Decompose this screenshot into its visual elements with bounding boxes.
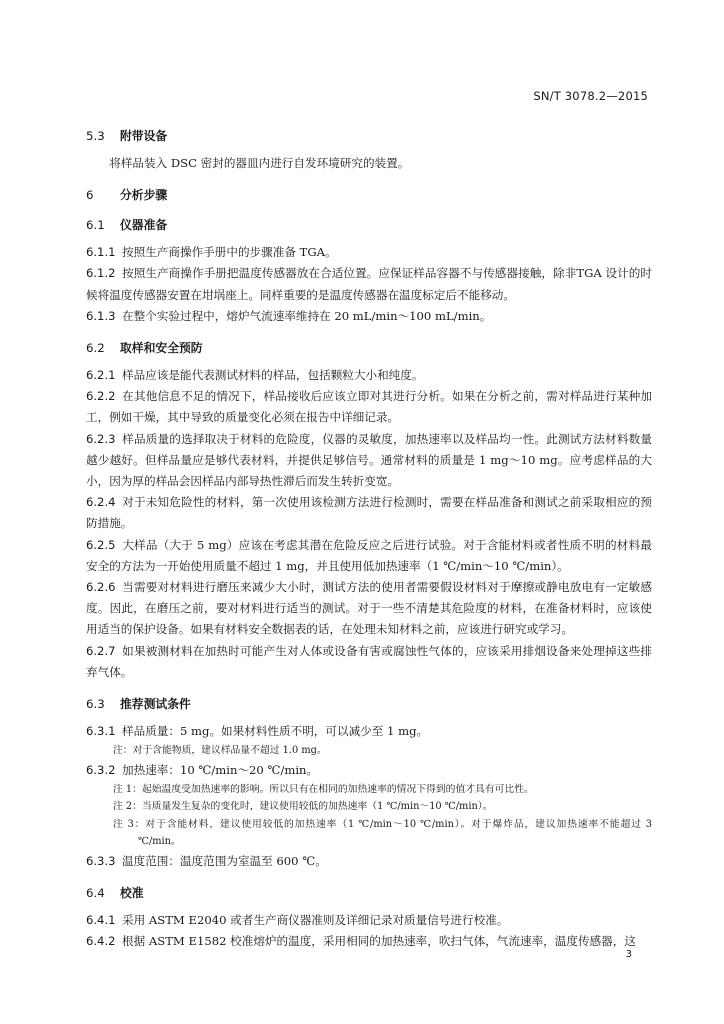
clause-text: 样品质量：5 mg。如果材料性质不明，可以减少至 1 mg。 xyxy=(122,724,429,739)
clause-text: 样品质量的选择取决于材料的危险度，仪器的灵敏度，加热速率以及样品均一性。此测试方法材料数量越少越好。但样品量应是够代表材料，并提供足够信号。通常材料的质量是 1 mg～10 mg。应考虑样品的大小，因为厚的样品会因样品内部导热性滞后而发生转折变宽。 xyxy=(86,431,652,489)
clause-6-2-1 xyxy=(86,365,652,386)
section-title: 仪器准备 xyxy=(120,218,168,233)
section-number: 6.1 xyxy=(86,218,105,233)
clause-number: 6.4.1 xyxy=(86,913,116,928)
clause-6-4-1 xyxy=(86,910,652,931)
section-title: 推荐测试条件 xyxy=(120,697,191,712)
section-number: 6 xyxy=(86,188,94,203)
document-body xyxy=(86,127,652,953)
section-title: 取样和安全预防 xyxy=(120,341,203,356)
clause-6-3-3 xyxy=(86,851,652,872)
section-number: 6.4 xyxy=(86,886,105,901)
clause-6-4-2 xyxy=(86,931,652,952)
clause-number: 6.4.2 xyxy=(86,934,116,949)
clause-text: 按照生产商操作手册中的步骤准备 TGA。 xyxy=(122,245,337,260)
clause-number: 6.2.5 xyxy=(86,537,116,552)
note-6-3-1: 注：对于含能物质，建议样品量不超过 1.0 mg。 xyxy=(113,745,327,757)
clause-6-2-4 xyxy=(86,492,652,534)
clause-text: 样品应该是能代表测试材料的样品，包括颗粒大小和纯度。 xyxy=(122,368,424,383)
clause-number: 6.2.4 xyxy=(86,495,116,510)
clause-6-2-3 xyxy=(86,429,652,493)
clause-text: 加热速率：10 ℃/min～20 ℃/min。 xyxy=(122,762,319,777)
clause-6-1-1 xyxy=(86,242,652,263)
clause-text: 当需要对材料进行磨压来减少大小时，测试方法的使用者需要假设材料对于摩擦或静电放电有一定敏感度。因此，在磨压之前，要对材料进行适当的测试。对于一些不清楚其危险度的材料，在准备材料时，应该使用适当的保护设备。如果有材料安全数据表的话，在处理未知材料之前，应该进行研究或学习。 xyxy=(86,580,652,637)
clause-number: 6.1.1 xyxy=(86,245,116,260)
clause-number: 6.3.1 xyxy=(86,724,116,739)
page-number: 3 xyxy=(625,949,632,960)
section-6-3-heading xyxy=(86,695,652,713)
clause-6-2-7 xyxy=(86,641,652,683)
clause-number: 6.2.7 xyxy=(86,643,116,658)
clause-6-3-1 xyxy=(86,721,652,742)
section-title: 校准 xyxy=(120,886,144,901)
section-number: 6.2 xyxy=(86,341,105,356)
clause-number: 6.1.2 xyxy=(86,266,116,281)
clause-text: 根据 ASTM E1582 校准熔炉的温度，采用相同的加热速率，吹扫气体，气流速率，温度传感器，这 xyxy=(122,934,636,949)
section-number: 5.3 xyxy=(86,129,105,143)
section-6-4-heading xyxy=(86,884,652,902)
clause-text: 在其他信息不足的情况下，样品接收后应该立即对其进行分析。如果在分析之前，需对样品进行某种加工，例如干燥，其中导致的质量变化必须在报告中详细记录。 xyxy=(86,389,652,425)
clause-6-2-6 xyxy=(86,577,652,641)
clause-number: 6.2.2 xyxy=(86,389,116,404)
standard-code: SN/T 3078.2—2015 xyxy=(533,89,648,103)
clause-text: 在整个实验过程中，熔炉气流速率维持在 20 mL/min～100 mL/min。 xyxy=(122,308,492,323)
clause-6-1-3 xyxy=(86,306,652,327)
clause-text: 对于未知危险性的材料，第一次使用该检测方法进行检测时，需要在样品准备和测试之前采取相应的预防措施。 xyxy=(86,495,652,531)
clause-number: 6.1.3 xyxy=(86,308,116,323)
note-6-3-2-3: 注 3：对于含能材料，建议使用较低的加热速率（1 ℃/min～10 ℃/min）。对于爆炸品，建议加热速率不能超过 3 ℃/min。 xyxy=(113,818,652,848)
section-6-heading xyxy=(86,186,652,204)
clause-text: 大样品（大于 5 mg）应该在考虑其潜在危险反应之后进行试验。对于含能材料或者性质不明的材料最安全的方法为一开始使用质量不超过 1 mg，并且使用低加热速率（1 ℃/min～10 ℃/min）。 xyxy=(86,537,652,573)
section-5-3-heading xyxy=(86,127,652,145)
section-6-1-heading xyxy=(86,216,652,234)
clause-text: 采用 ASTM E2040 或者生产商仪器准则及详细记录对质量信号进行校准。 xyxy=(122,913,509,928)
clause-text: 如果被测材料在加热时可能产生对人体或设备有害或腐蚀性气体的，应该采用排烟设备来处理掉这些排弃气体。 xyxy=(86,643,652,679)
section-5-3-text: 将样品装入 DSC 密封的器皿内进行自发环境研究的装置。 xyxy=(109,156,410,170)
section-title: 附带设备 xyxy=(120,129,168,143)
section-6-2-heading xyxy=(86,339,652,357)
section-title: 分析步骤 xyxy=(120,188,168,203)
clause-number: 6.2.3 xyxy=(86,431,116,446)
section-number: 6.3 xyxy=(86,697,105,712)
clause-text: 温度范围：温度范围为室温至 600 ℃。 xyxy=(122,853,327,868)
clause-text: 按照生产商操作手册把温度传感器放在合适位置。应保证样品容器不与传感器接触，除非TGA 设计的时候将温度传感器安置在坩埚座上。同样重要的是温度传感器在温度标定后不能移动。 xyxy=(86,266,652,302)
note-6-3-2-2: 注 2：当质量发生复杂的变化时，建议使用较低的加热速率（1 ℃/min～10 ℃/min）。 xyxy=(113,801,493,813)
clause-6-1-2 xyxy=(86,263,652,305)
clause-number: 6.2.6 xyxy=(86,580,116,595)
clause-6-2-5 xyxy=(86,535,652,577)
clause-number: 6.3.3 xyxy=(86,853,116,868)
clause-6-3-2 xyxy=(86,760,652,781)
note-6-3-2-1: 注 1：起始温度受加热速率的影响。所以只有在相同的加热速率的情况下得到的值才具有可比性。 xyxy=(113,783,534,795)
clause-6-2-2 xyxy=(86,386,652,428)
clause-number: 6.2.1 xyxy=(86,368,116,383)
clause-number: 6.3.2 xyxy=(86,762,116,777)
